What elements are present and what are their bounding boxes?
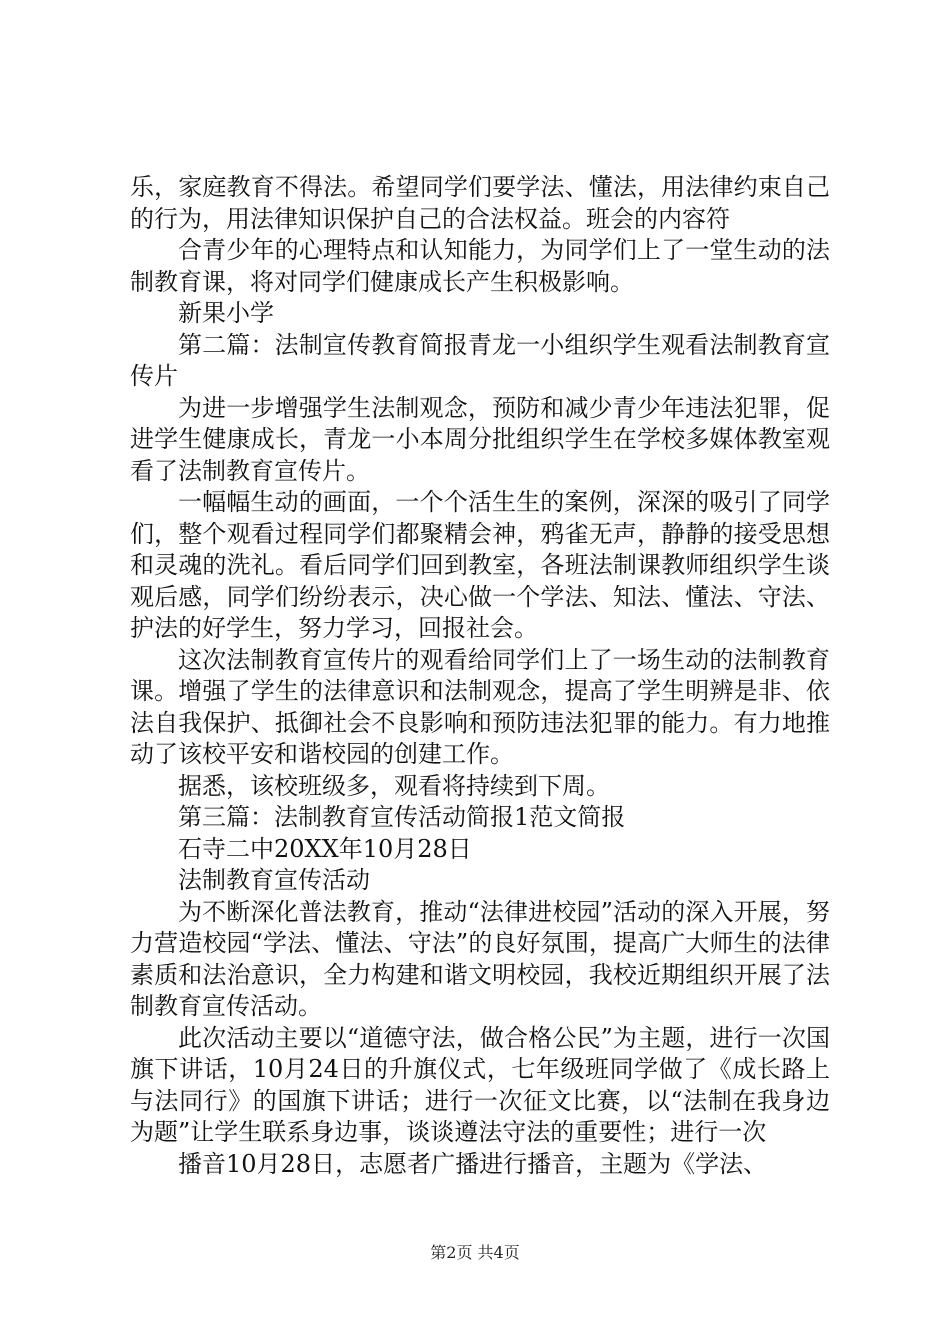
- paragraph-9: 播音10月28日，志愿者广播进行播音，主题为《学法、: [178, 1149, 768, 1178]
- paragraph-5: 这次法制教育宣传片的观看给同学们上了一场生动的法制教育课。增强了学生的法律意识和法制观念，提高了学生明辨是非、依法自我保护、抵御社会不良影响和预防违法犯罪的能力。有力地推动了该校平安和谐校园的创建工作。: [130, 645, 830, 768]
- paragraph-7: 为不断深化普法教育，推动“法律进校园”活动的深入开展，努力营造校园“学法、懂法、守法”的良好氛围，提高广大师生的法律素质和法治意识，全力构建和谐文明校园，我校近期组织开展了法制教育宣传活动。: [130, 897, 830, 1020]
- paragraph-8: 此次活动主要以“道德守法，做合格公民”为主题，进行一次国旗下讲话，10月24日的升旗仪式，七年级班同学做了《成长路上与法同行》的国旗下讲话；进行一次征文比赛，以“法制在我身边为题”让学生联系身边事，谈谈遵法守法的重要性；进行一次: [130, 1023, 830, 1146]
- paragraph-2: 合青少年的心理特点和认知能力，为同学们上了一堂生动的法制教育课，将对同学们健康成长产生积极影响。: [130, 236, 830, 296]
- document-body: [130, 172, 830, 1180]
- section-heading-2: 第二篇：法制宣传教育简报青龙一小组织学生观看法制教育宣传片: [130, 330, 830, 390]
- school-name: 新果小学: [178, 299, 274, 327]
- page-number-footer: 第2页 共4页: [430, 1243, 520, 1262]
- paragraph-3: 为进一步增强学生法制观念，预防和减少青少年违法犯罪，促进学生健康成长，青龙一小本周分批组织学生在学校多媒体教室观看了法制教育宣传片。: [130, 393, 830, 485]
- paragraph-4: 一幅幅生动的画面，一个个活生生的案例，深深的吸引了同学们，整个观看过程同学们都聚精会神，鸦雀无声，静静的接受思想和灵魂的洗礼。看后同学们回到教室，各班法制课教师组织学生谈观后感，同学们纷纷表示，决心做一个学法、知法、懂法、守法、护法的好学生，努力学习，回报社会。: [130, 488, 830, 642]
- section-heading-3: 第三篇：法制教育宣传活动简报1范文简报: [178, 803, 626, 831]
- paragraph-1: 乐，家庭教育不得法。希望同学们要学法、懂法，用法律约束自己的行为，用法律知识保护自己的合法权益。班会的内容符: [130, 173, 830, 233]
- report-title: 法制教育宣传活动: [178, 866, 370, 894]
- report-dateline: 石寺二中20XX年10月28日: [178, 834, 472, 863]
- paragraph-6: 据悉，该校班级多，观看将持续到下周。: [178, 771, 610, 800]
